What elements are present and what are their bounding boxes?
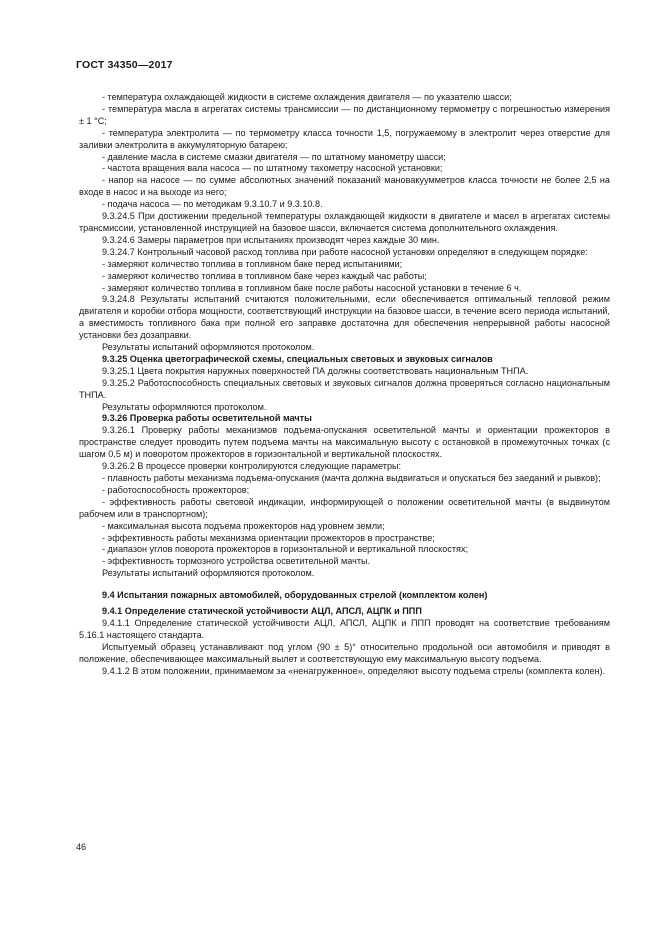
- list-item: - замеряют количество топлива в топливном баке через каждый час работы;: [102, 270, 427, 281]
- list-item: - плавность работы механизма подъема-опускания (мачта должна выдвигаться и опускаться без заеданий и рывков);: [102, 473, 601, 483]
- paragraph: 9.4.1.2 В этом положении, принимаемом за «ненагруженное», определяют высоту подъема стрелы (комплекта колен).: [102, 665, 606, 676]
- document-body: [79, 92, 610, 678]
- list-item: - эффективность работы световой индикации, информирующей о положении осветительной мачты (в выдвинутом рабочем или в транспортном);: [79, 496, 610, 519]
- paragraph: Результаты оформляются протоколом.: [102, 401, 267, 412]
- paragraph: 9.3.25.1 Цвета покрытия наружных поверхностей ПА должны соответствовать национальным ТНПА.: [102, 365, 529, 376]
- list-item: - замеряют количество топлива в топливном баке после работы насосной установки в течение 6 ч.: [102, 282, 522, 293]
- paragraph: 9.3.24.6 Замеры параметров при испытаниях производят через каждые 30 мин.: [102, 234, 440, 245]
- list-item: - подача насоса — по методикам 9.3.10.7 и 9.3.10.8.: [102, 199, 323, 210]
- paragraph: Результаты испытаний оформляются протоколом.: [102, 568, 315, 579]
- section-heading: 9.4 Испытания пожарных автомобилей, оборудованных стрелой (комплектом колен): [102, 590, 488, 601]
- paragraph: 9.4.1.1 Определение статической устойчивости АЦЛ, АПСЛ, АЦПК и ППП проводят на соответствие требованиям 5.16.1 настоящего стандарта.: [79, 617, 610, 640]
- paragraph: 9.3.26.2 В процессе проверки контролируются следующие параметры:: [102, 461, 402, 472]
- list-item: - давление масла в системе смазки двигателя — по штатному манометру шасси;: [102, 151, 446, 162]
- subsection-heading: 9.4.1 Определение статической устойчивости АЦЛ, АПСЛ, АЦПК и ППП: [102, 606, 422, 617]
- list-item: - эффективность тормозного устройства осветительной мачты.: [102, 556, 371, 567]
- page-number: 46: [76, 842, 87, 852]
- paragraph: 9.3.24.8 Результаты испытаний считаются положительными, если обеспечивается оптимальный тепловой режим двигателя и коробки отбора мощности, соответствующий инструкции на базовое шасси, в течение всего периода испытаний, а вместимость топливного бака при полной его заправке достаточна для обеспечения непрерывной работы насосной установки без дозаправки.: [79, 294, 610, 341]
- list-item: - эффективность работы механизма ориентации прожекторов в пространстве;: [102, 532, 435, 543]
- paragraph: Испытуемый образец устанавливают под углом (90 ± 5)° относительно продольной оси автомобиля и приводят в положение, обеспечивающее максимальный вылет и соответствующую ему максимальную высоту подъема.: [79, 641, 610, 664]
- section-heading: 9.3.25 Оценка цветографической схемы, специальных световых и звуковых сигналов: [102, 353, 493, 364]
- list-item: - температура охлаждающей жидкости в системе охлаждения двигателя — по указателю шасси;: [102, 92, 512, 102]
- section-heading: 9.3.26 Проверка работы осветительной мачты: [102, 413, 312, 424]
- paragraph: 9.3.24.7 Контрольный часовой расход топлива при работе насосной установки определяют в следующем порядке:: [102, 246, 588, 257]
- document-title: ГОСТ 34350—2017: [76, 59, 173, 71]
- list-item: - напор на насосе — по сумме абсолютных значений показаний мановакуумметров класса точности не более 2,5 на входе в насос и на выходе из него;: [79, 175, 610, 198]
- list-item: - частота вращения вала насоса — по штатному тахометру насосной установки;: [102, 163, 443, 174]
- list-item: - работоспособность прожекторов;: [102, 484, 250, 495]
- list-item: - температура масла в агрегатах системы трансмиссии — по дистанционному термометру с погрешностью измерения ± 1 °С;: [79, 103, 610, 126]
- list-item: - замеряют количество топлива в топливном баке перед испытаниями;: [102, 258, 403, 269]
- list-item: - диапазон углов поворота прожекторов в горизонтальной и вертикальной плоскостях;: [102, 544, 469, 555]
- paragraph: 9.3.24.5 При достижении предельной температуры охлаждающей жидкости в двигателе и масел в агрегатах системы трансмиссии, установленной инструкцией на базовое шасси, включается система дополнительного охлаждения.: [79, 211, 610, 233]
- paragraph: 9.3.25.2 Работоспособность специальных световых и звуковых сигналов должна проверяться согласно национальным ТНПА.: [79, 377, 610, 400]
- paragraph: 9.3.26.1 Проверку работы механизмов подъема-опускания осветительной мачты и ориентации прожекторов в пространстве следует проводить путем подъема мачты на максимальную высоту с остановкой в промежуточных точках (с шагом 0,5 м) и поворотом прожекторов в горизонтальной и вертикальной плоскостях.: [79, 425, 610, 460]
- list-item: - температура электролита — по термометру класса точности 1,5, погружаемому в электролит через отверстие для заливки электролита в аккумуляторную батарею;: [79, 127, 610, 150]
- paragraph: Результаты испытаний оформляются протоколом.: [102, 342, 315, 353]
- list-item: - максимальная высота подъема прожекторов над уровнем земли;: [102, 520, 385, 531]
